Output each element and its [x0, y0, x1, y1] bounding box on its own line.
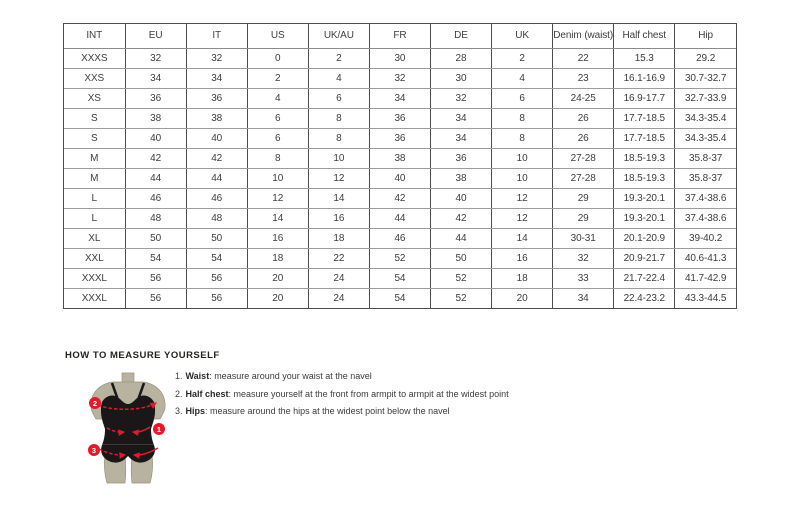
table-cell: 42	[430, 208, 491, 228]
table-cell: 18.5-19.3	[614, 148, 675, 168]
table-row	[64, 148, 736, 168]
table-cell: 17.7-18.5	[614, 128, 675, 148]
table-cell: 26	[553, 108, 614, 128]
column-header: US	[247, 24, 308, 48]
table-cell: 35.8-37	[675, 168, 736, 188]
table-cell: 36	[125, 88, 186, 108]
instruction-label: Waist	[185, 371, 210, 381]
table-cell: 33	[553, 268, 614, 288]
table-cell: 34.3-35.4	[675, 128, 736, 148]
table-cell: M	[64, 168, 125, 188]
table-cell: 10	[308, 148, 369, 168]
column-header: INT	[64, 24, 125, 48]
table-row	[64, 88, 736, 108]
size-chart-table-container	[63, 23, 737, 309]
instruction-text: : measure around the hips at the widest point below the navel	[205, 406, 450, 416]
table-cell: 34	[553, 288, 614, 308]
table-cell: 32	[553, 248, 614, 268]
table-cell: 22.4-23.2	[614, 288, 675, 308]
table-row	[64, 108, 736, 128]
table-cell: 52	[430, 288, 491, 308]
header-row	[64, 24, 736, 48]
table-cell: 54	[369, 268, 430, 288]
table-cell: 22	[553, 48, 614, 68]
table-cell: 4	[247, 88, 308, 108]
measure-heading: HOW TO MEASURE YOURSELF	[65, 350, 220, 361]
table-cell: 30-31	[553, 228, 614, 248]
table-cell: 20	[247, 288, 308, 308]
table-cell: 28	[430, 48, 491, 68]
table-cell: 40	[125, 128, 186, 148]
table-cell: 54	[125, 248, 186, 268]
table-cell: L	[64, 208, 125, 228]
table-cell: 8	[247, 148, 308, 168]
table-cell: 44	[186, 168, 247, 188]
table-cell: 50	[125, 228, 186, 248]
table-cell: 56	[125, 288, 186, 308]
table-cell: 34	[186, 68, 247, 88]
table-cell: 27-28	[553, 148, 614, 168]
instruction-number: 3.	[175, 406, 183, 416]
table-cell: 42	[125, 148, 186, 168]
table-cell: 30.7-32.7	[675, 68, 736, 88]
column-header: Hip	[675, 24, 736, 48]
table-cell: 41.7-42.9	[675, 268, 736, 288]
table-cell: 14	[308, 188, 369, 208]
mannequin-illustration	[81, 372, 176, 490]
table-cell: 34	[430, 128, 491, 148]
table-cell: 18	[492, 268, 553, 288]
table-cell: 36	[369, 108, 430, 128]
table-cell: 27-28	[553, 168, 614, 188]
column-header: EU	[125, 24, 186, 48]
column-header: IT	[186, 24, 247, 48]
table-cell: 24	[308, 288, 369, 308]
instruction-number: 1.	[175, 371, 183, 381]
badge-2-chest	[89, 397, 101, 409]
table-cell: 46	[125, 188, 186, 208]
table-cell: 20.1-20.9	[614, 228, 675, 248]
table-cell: 10	[492, 148, 553, 168]
table-cell: 36	[186, 88, 247, 108]
table-row	[64, 48, 736, 68]
table-cell: 20	[492, 288, 553, 308]
table-cell: 39-40.2	[675, 228, 736, 248]
table-cell: 8	[308, 128, 369, 148]
table-cell: 30	[430, 68, 491, 88]
table-cell: 0	[247, 48, 308, 68]
table-row	[64, 268, 736, 288]
measure-instructions	[175, 371, 595, 424]
table-row	[64, 188, 736, 208]
table-cell: 32	[125, 48, 186, 68]
table-cell: XXS	[64, 68, 125, 88]
table-cell: 10	[492, 168, 553, 188]
table-cell: 38	[369, 148, 430, 168]
table-cell: 42	[369, 188, 430, 208]
column-header: FR	[369, 24, 430, 48]
size-chart-table	[64, 24, 736, 308]
table-cell: 15.3	[614, 48, 675, 68]
table-cell: 16	[308, 208, 369, 228]
table-cell: 18.5-19.3	[614, 168, 675, 188]
table-cell: 29	[553, 208, 614, 228]
table-cell: 34	[125, 68, 186, 88]
measurement-figure	[81, 372, 176, 490]
table-cell: S	[64, 108, 125, 128]
table-cell: 40	[369, 168, 430, 188]
table-cell: 50	[186, 228, 247, 248]
column-header: UK/AU	[308, 24, 369, 48]
instruction-text: : measure around your waist at the navel	[209, 371, 372, 381]
svg-text:2: 2	[92, 399, 98, 408]
table-cell: L	[64, 188, 125, 208]
table-cell: 52	[369, 248, 430, 268]
instruction-label: Hips	[185, 406, 206, 416]
table-cell: 36	[369, 128, 430, 148]
svg-text:1: 1	[156, 425, 162, 434]
table-cell: 38	[125, 108, 186, 128]
table-row	[64, 128, 736, 148]
table-cell: 8	[492, 128, 553, 148]
badge-1-waist	[153, 423, 165, 435]
table-cell: 20	[247, 268, 308, 288]
table-cell: 56	[186, 268, 247, 288]
column-header: Half chest	[614, 24, 675, 48]
table-cell: 36	[430, 148, 491, 168]
instruction-text: : measure yourself at the front from armpit to armpit at the widest point	[228, 388, 509, 399]
table-cell: 16.1-16.9	[614, 68, 675, 88]
table-cell: 34	[369, 88, 430, 108]
table-cell: 46	[369, 228, 430, 248]
measure-instruction-half-chest	[175, 389, 595, 399]
column-header: Denim (waist)	[553, 24, 614, 48]
table-cell: 40	[430, 188, 491, 208]
table-cell: 29	[553, 188, 614, 208]
table-cell: 4	[492, 68, 553, 88]
table-cell: 14	[492, 228, 553, 248]
table-cell: 42	[186, 148, 247, 168]
table-cell: 2	[247, 68, 308, 88]
table-cell: 4	[308, 68, 369, 88]
table-cell: 18	[247, 248, 308, 268]
table-cell: 32	[186, 48, 247, 68]
table-cell: 20.9-21.7	[614, 248, 675, 268]
table-cell: 22	[308, 248, 369, 268]
table-cell: 56	[186, 288, 247, 308]
table-cell: 37.4-38.6	[675, 208, 736, 228]
instruction-label: Half chest	[185, 388, 229, 399]
table-cell: 19.3-20.1	[614, 188, 675, 208]
table-cell: 54	[369, 288, 430, 308]
table-cell: 50	[430, 248, 491, 268]
table-cell: 24-25	[553, 88, 614, 108]
badge-3-hips	[88, 444, 100, 456]
table-cell: XXL	[64, 248, 125, 268]
table-cell: 34	[430, 108, 491, 128]
table-row	[64, 208, 736, 228]
table-cell: 8	[308, 108, 369, 128]
table-cell: 52	[430, 268, 491, 288]
table-cell: XXXL	[64, 268, 125, 288]
table-cell: 34.3-35.4	[675, 108, 736, 128]
table-cell: 23	[553, 68, 614, 88]
table-row	[64, 68, 736, 88]
table-cell: 32	[430, 88, 491, 108]
table-cell: 2	[492, 48, 553, 68]
instruction-number: 2.	[175, 388, 183, 399]
table-cell: 12	[492, 188, 553, 208]
table-cell: XL	[64, 228, 125, 248]
table-cell: 8	[492, 108, 553, 128]
table-cell: 56	[125, 268, 186, 288]
table-cell: S	[64, 128, 125, 148]
table-cell: 12	[247, 188, 308, 208]
table-cell: 6	[308, 88, 369, 108]
table-cell: 30	[369, 48, 430, 68]
table-cell: 6	[247, 128, 308, 148]
table-cell: 54	[186, 248, 247, 268]
table-cell: 12	[308, 168, 369, 188]
table-row	[64, 228, 736, 248]
table-cell: 35.8-37	[675, 148, 736, 168]
table-cell: 24	[308, 268, 369, 288]
table-header	[64, 24, 736, 48]
table-cell: 18	[308, 228, 369, 248]
table-cell: 44	[430, 228, 491, 248]
table-cell: 38	[186, 108, 247, 128]
table-cell: 29.2	[675, 48, 736, 68]
table-cell: 10	[247, 168, 308, 188]
table-cell: 46	[186, 188, 247, 208]
table-cell: XXXL	[64, 288, 125, 308]
table-cell: 32.7-33.9	[675, 88, 736, 108]
table-cell: 48	[125, 208, 186, 228]
table-cell: 17.7-18.5	[614, 108, 675, 128]
table-cell: 48	[186, 208, 247, 228]
table-cell: XXXS	[64, 48, 125, 68]
table-cell: M	[64, 148, 125, 168]
table-cell: 32	[369, 68, 430, 88]
table-cell: 40	[186, 128, 247, 148]
table-cell: 38	[430, 168, 491, 188]
table-cell: 6	[247, 108, 308, 128]
table-cell: 40.6-41.3	[675, 248, 736, 268]
table-cell: 16	[247, 228, 308, 248]
table-cell: 26	[553, 128, 614, 148]
measure-instruction-waist	[175, 371, 595, 381]
svg-text:3: 3	[91, 446, 97, 455]
table-cell: XS	[64, 88, 125, 108]
table-cell: 6	[492, 88, 553, 108]
table-cell: 44	[369, 208, 430, 228]
table-cell: 43.3-44.5	[684, 292, 727, 304]
table-row	[64, 248, 736, 268]
table-cell: 2	[308, 48, 369, 68]
table-cell: 37.4-38.6	[675, 188, 736, 208]
table-cell: 44	[125, 168, 186, 188]
table-cell: 19.3-20.1	[614, 208, 675, 228]
table-cell: 21.7-22.4	[614, 268, 675, 288]
column-header: UK	[492, 24, 553, 48]
table-cell: 14	[247, 208, 308, 228]
measure-instruction-hips	[175, 406, 595, 416]
table-cell: 16	[492, 248, 553, 268]
table-row	[64, 288, 736, 308]
table-cell: 12	[492, 208, 553, 228]
table-row	[64, 168, 736, 188]
table-body	[64, 48, 736, 308]
column-header: DE	[430, 24, 491, 48]
table-cell: 16.9-17.7	[614, 88, 675, 108]
